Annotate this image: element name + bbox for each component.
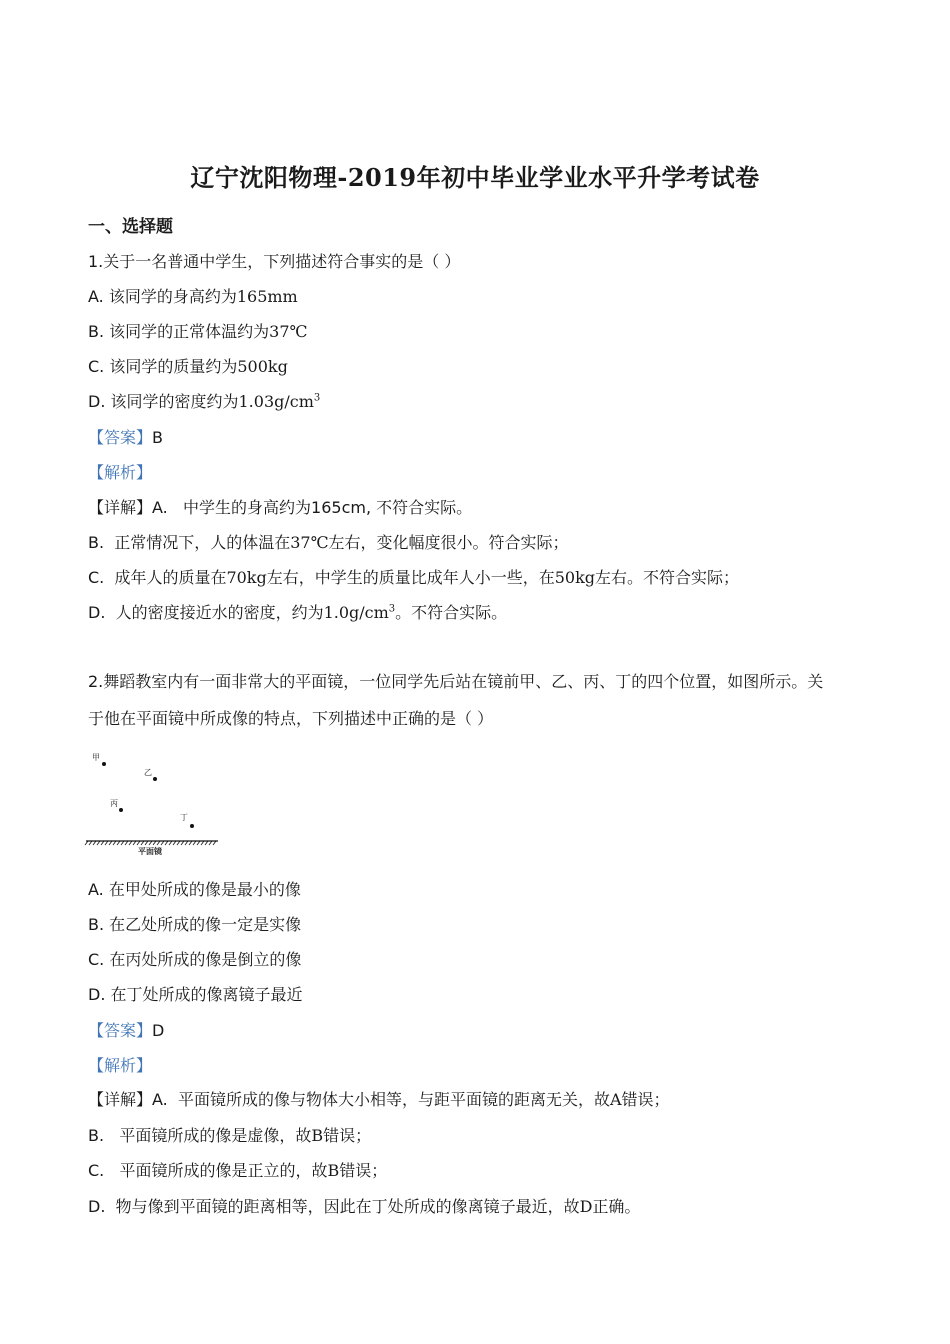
- q2-option-b: B. 在乙处所成的像一定是实像: [88, 915, 302, 934]
- q1-answer-value: B: [152, 428, 163, 447]
- page-title: 辽宁沈阳物理-2019年初中毕业学业水平升学考试卷: [190, 163, 760, 192]
- label-bing: 丙: [110, 799, 118, 808]
- point-yi: [153, 777, 157, 781]
- label-jia: 甲: [92, 753, 100, 762]
- q2-option-a: A. 在甲处所成的像是最小的像: [88, 880, 301, 899]
- q1-option-a: A. 该同学的身高约为165mm: [88, 287, 298, 306]
- q1-detail-d: D. 人的密度接近水的密度，约为$1.0g/cm^3$。不符合实际。: [88, 603, 508, 622]
- q1-option-d: D. 该同学的密度约为$1.03g/cm^3$: [88, 392, 321, 411]
- q2-answer-label: 【答案】: [88, 1021, 153, 1040]
- point-jia: [102, 762, 106, 766]
- q2-stem-line2: 于他在平面镜中所成像的特点，下列描述中正确的是（ ）: [88, 709, 494, 728]
- q1-detail-b: B. 正常情况下，人的体温在37℃左右，变化幅度很小。符合实际；: [88, 533, 569, 552]
- q2-number: 2.: [88, 672, 104, 691]
- q2-stem-line1: 2.舞蹈教室内有一面非常大的平面镜，一位同学先后站在镜前甲、乙、丙、丁的四个位置，如图所示。关: [88, 672, 824, 691]
- q1-option-c: C. 该同学的质量约为500kg: [88, 357, 288, 376]
- label-ding: 丁: [180, 813, 188, 822]
- mirror-label: 平面镜: [138, 846, 162, 856]
- q1-detail-a: 【详解】A. 中学生的身高约为165cm, 不符合实际。: [88, 498, 473, 517]
- q1-detail-c: C. 成年人的质量在70kg左右，中学生的质量比成年人小一些，在50kg左右。不符合实际；: [88, 568, 740, 587]
- q2-answer-value: D: [152, 1021, 165, 1040]
- section-heading: 一、选择题: [88, 217, 173, 237]
- mirror-diagram: [84, 748, 224, 860]
- q1-stem: [88, 252, 460, 272]
- q2-analysis-label: 【解析】: [88, 1056, 153, 1075]
- q2-detail-d: D. 物与像到平面镜的距离相等，因此在丁处所成的像离镜子最近，故D正确。: [88, 1197, 641, 1216]
- label-yi: 乙: [144, 768, 152, 777]
- point-bing: [119, 808, 123, 812]
- q2-detail-c: C. 平面镜所成的像是正立的，故B错误；: [88, 1161, 388, 1180]
- q1-analysis-label: 【解析】: [88, 463, 153, 482]
- q2-option-c: C. 在丙处所成的像是倒立的像: [88, 950, 302, 969]
- q1-answer: [88, 428, 163, 448]
- q1-answer-label: 【答案】: [88, 428, 153, 447]
- point-ding: [190, 824, 194, 828]
- q1-number: 1.: [88, 252, 104, 271]
- q2-detail-a: 【详解】A. 平面镜所成的像与物体大小相等，与距平面镜的距离无关，故A错误；: [88, 1090, 670, 1109]
- q1-option-b: B. 该同学的正常体温约为37℃: [88, 322, 308, 341]
- q2-option-d: D. 在丁处所成的像离镜子最近: [88, 985, 303, 1004]
- q1-stem-text: 关于一名普通中学生，下列描述符合事实的是（ ）: [103, 252, 461, 271]
- q2-answer: [88, 1021, 164, 1041]
- q2-detail-b: B. 平面镜所成的像是虚像，故B错误；: [88, 1126, 372, 1145]
